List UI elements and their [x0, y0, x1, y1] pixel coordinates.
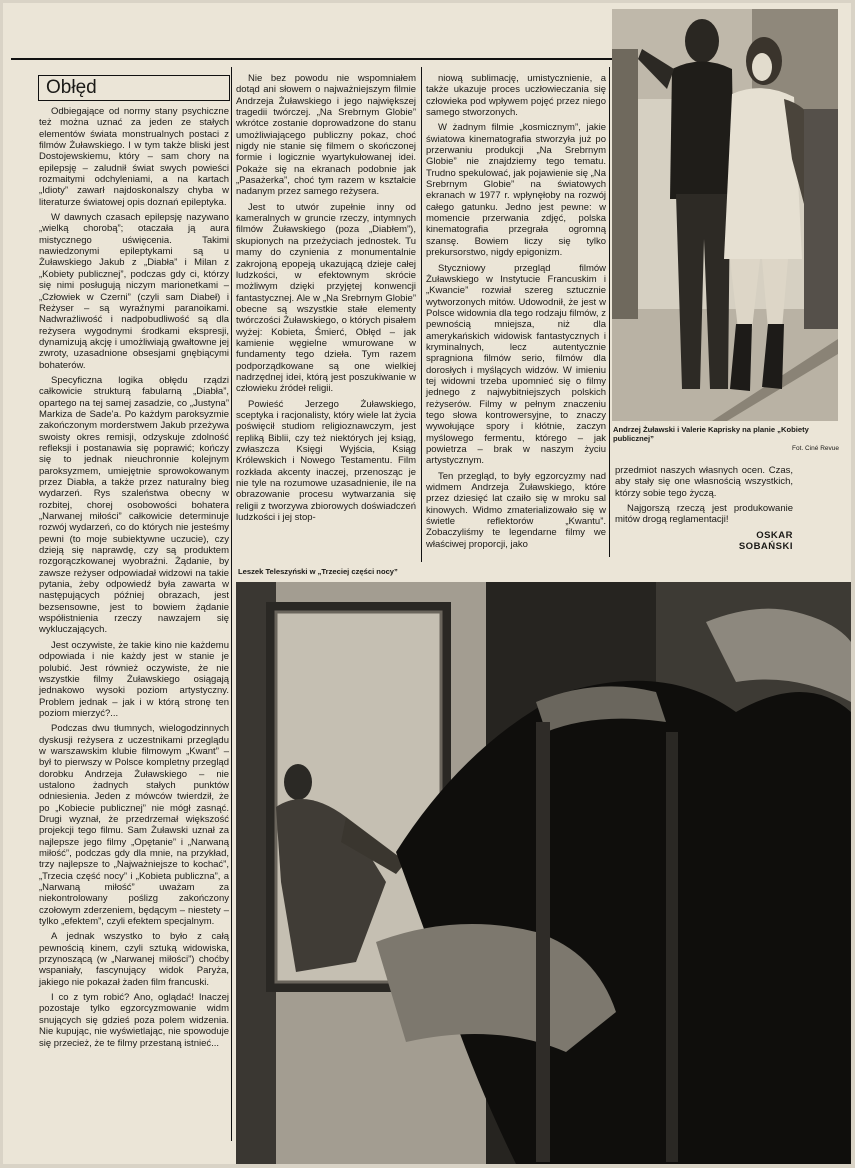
- paragraph: Specyficzna logika obłędu rządzi całkowicie strukturą fabularną „Diabła”, opartego na tej samej zasadzie, co „Justyna” Markiza de Sade'a. Po każdym paroksyzmie zakończonym morderstwem Jakub przeżywa swoisty okres remisji, odzyskuje zdolność refleksji i postanawia się poprawić; kończy się to jednak nieuchronnie kolejnym paroksyzmem, umiejętnie sprowokowanym przez Diabła, a także przez naturalny bieg wydarzeń. Rys szaleństwa obecny w rozbitej, chorej osobowości bohatera „Narwanej miłości” całkowicie determinuje rozwój wydarzeń, co do których nie jesteśmy pewni (to moje subiektywne uczucie), czy dzieją się naprawdę, czy są produktem rozgorączkowanej wyobraźni. Żądanie, by zawsze reżyser odpowiadał widzowi na takie pytania, żeby odpowiedź była zawarta w następujących później obrazach, jest bezsensowne, jest to bowiem żądanie współistnienia rzeczy nawzajem się wykluczających.: [39, 374, 229, 636]
- paragraph: Powieść Jerzego Żuławskiego, sceptyka i racjonalisty, który wiele lat życia poświęcił studiom religioznawczym, jest repliką Biblii, czy też niektórych jej ksiąg, zwłaszcza Księgi Wyjścia, Ksiąg Królewskich i Nowego Testamentu. Film rozkłada akcenty inaczej, przenosząc je nie tyle na rozumowe uzasadnienie, ile na obrazowanie procesu wytwarzania się religii z tworzywa zbiorowych doświadczeń ludzkości i jej stop-: [236, 398, 416, 524]
- paragraph: Nie bez powodu nie wspomniałem dotąd ani słowem o najważniejszym filmie Andrzeja Żuławskiego i jego największej tragedii twórczej. „Na Srebrnym Globie” wkrótce zostanie doprowadzone do stanu umożliwiającego publiczny pokaz, choć nigdy nie stanie się filmem o skończonej formie i logicznie wyartykułowanej idei. Pokaże się na ekranach podobnie jak „Pasażerka”, choć tym razem w kształcie nadanym przez samego reżysera.: [236, 73, 416, 198]
- paragraph: Odbiegające od normy stany psychiczne też można uznać za jeden ze stałych elementów świata monstrualnych postaci z filmów Żuławskiego. I w tym także bliski jest Dostojewskiemu, który – sam chory na epilepsję – zaludnił świat swych powieści rozmaitymi odchyleniami, a na kartach „Idioty” zawarł najdoskonalszy chyba w literaturze światowej opis doznań epileptyka.: [39, 106, 229, 208]
- text-column-2: [236, 73, 416, 558]
- paragraph: Jest oczywiste, że takie kino nie każdemu odpowiada i nie każdy jest w stanie je polubić. Jest również oczywiste, że nie wszystkie filmy Żuławskiego osiągają jednakowo wysoki poziom artystyczny. Problem jednak – jak i w którą stronę ten poziom mierzyć?...: [39, 639, 229, 719]
- bottom-photo-caption: Leszek Teleszyński w „Trzeciej części nocy”: [238, 567, 398, 576]
- photo-trzecia-czesc-nocy: [236, 582, 851, 1164]
- photo-image: [612, 9, 838, 421]
- caption-text: Andrzej Żuławski i Valerie Kaprisky na planie „Kobiety publicznej”: [613, 425, 809, 443]
- top-photo-caption: [613, 425, 839, 453]
- paragraph: W dawnych czasach epilepsję nazywano „wielką chorobą”; otaczała ją aura mistycznego uświęcenia. Takimi nawiedzonymi epileptykami są u Żuławskiego Jakub z „Diabła” i Milan z „Kobiety publicznej”, podczas gdy ci, którzy się nimi posługują niczym marionetkami – „Człowiek w Czerni” (czyli sam Diabeł) i Reżyser – są wyraźnymi paranoikami. Nadwrażliwość i nadpobudliwość są dla reżysera wygodnymi środkami ekspresji, dynamizują akcję i umożliwiają gwałtowne jej zwroty, uzasadnione obsesjami gnębiącymi bohaterów.: [39, 212, 229, 371]
- paragraph: Ten przegląd, to były egzorcyzmy nad widmem Andrzeja Żuławskiego, które przez dziesięć lat czaiło się w mroku sal kinowych. Widmo zmaterializowało się w świetle reflektorów „Kwantu”. Zobaczyliśmy te legendarne filmy we właściwej proporcji, jako: [426, 470, 606, 550]
- text-column-3: [426, 73, 606, 558]
- paragraph: niową sublimację, umistycznienie, a także ukazuje proces uczłowieczania się człowieka pod wpływem pojęć przez niego samego stworzonych.: [426, 73, 606, 119]
- photo-zulawski-kaprisky: [612, 9, 838, 421]
- paragraph: Podczas dwu tłumnych, wielogodzinnych dyskusji reżysera z uczestnikami przeglądu w warszawskim klubie filmowym „Kwant” – był to pierwszy w Polsce kompletny przegląd dorobku Andrzeja Żuławskiego – nie ustalono żadnych stałych punktów odniesienia. Jeden z mówców twierdził, że po „Kobiecie publicznej” nie mógł zasnąć. Drugi wyznał, że przedrzemał większość projekcji tego filmu. Sam Żuławski uznał za najlepsze jego filmy „Opętanie” i „Narwaną miłość”, podczas gdy dla mnie, na przykład, trzy najlepsze to „Najważniejsze to kochać”, „Trzecia część nocy” i „Kobieta publiczna”, a „Narwaną miłość” uważam za niekontrolowany poślizg zakończony czołowym zderzeniem, będącym – niestety – tylko „efektem”, czyli efektem specjalnym.: [39, 723, 229, 928]
- paragraph: A jednak wszystko to było z całą pewnością kinem, czyli sztuką widowiska, przynoszącą (w „Narwanej miłości”) choćby wspaniały, fascynujący widok Paryża, jakiego nie pokazał żaden film francuski.: [39, 931, 229, 988]
- author-first-name: OSKAR: [756, 529, 793, 541]
- column-divider-1: [231, 67, 232, 582]
- section-title: Obłęd: [46, 77, 97, 98]
- column-divider-3: [609, 67, 610, 557]
- photo-image: [236, 582, 851, 1164]
- magazine-page: [3, 3, 851, 1164]
- paragraph: W żadnym filmie „kosmicznym”, jakie światowa kinematografia stworzyła już po przerwaniu produkcji „Na Srebrnym Globie” nie znajdziemy tego tematu. Trudno spekulować, jak pojawienie się „Na Srebrnym Globie” na światowych ekranach w 1977 r. wpłynęłoby na rozwój całego gatunku. Jedno jest pewne: w momencie przerwania zdjęć, polska kinematografia przegrała ogromną szansę. Bowiem liczy się tylko prekursorstwo, nigdy epigonizm.: [426, 122, 606, 259]
- paragraph: przedmiot naszych własnych ocen. Czas, aby stały się one własnością wszystkich, którzy sobie tego życzą.: [615, 465, 793, 499]
- paragraph: Najgorszą rzeczą jest produkowanie mitów drogą reglamentacji!: [615, 503, 793, 526]
- column-divider-4: [231, 581, 232, 1141]
- text-column-4: [615, 465, 793, 565]
- author-last-name: SOBAŃSKI: [738, 541, 793, 553]
- top-rule: [11, 58, 613, 60]
- section-title-box: [38, 75, 230, 101]
- column-divider-2: [421, 67, 422, 562]
- text-column-1: [39, 106, 229, 1136]
- paragraph: Jest to utwór zupełnie inny od kameralnych w gruncie rzeczy, intymnych filmów Żuławskiego (poza „Diabłem”), skupionych na przeżyciach jednostek. Tu mamy do czynienia z monumentalnie zakrojoną epopeją ukazującą dzieje całej ludzkości, w efektownym skrócie możliwym dzięki przyjętej konwencji fantastycznej. Ale w „Na Srebrnym Globie” obecne są wszystkie stałe elementy twórczości Żuławskiego, o których pisałem wyżej: Kobieta, Śmierć, Obłęd – jak kamienie węgielne wmurowane w fundamenty tego dzieła. Tym razem podporządkowane są one wielkiej nadrzędnej idei, którą jest poszukiwanie w człowieku źródeł religii.: [236, 201, 416, 395]
- photo-credit: Fot. Ciné Revue: [792, 445, 839, 452]
- paragraph: I co z tym robić? Ano, oglądać! Inaczej pozostaje tylko egzorcyzmowanie widm snujących się gdzieś poza polem widzenia. Nie kupując, nie wyświetlając, nie spowoduje się przecież, że te filmy przestaną istnieć...: [39, 992, 229, 1049]
- paragraph: Styczniowy przegląd filmów Żuławskiego w Instytucie Francuskim i „Kwancie” rozwiał szereg sztucznie wytworzonych mitów. Udowodnił, że jest w Polsce widownia dla tego rodzaju filmów, z pewnością mniejsza, niż dla amerykańskich widowisk fantastycznych i kryminalnych, lecz autentycznie spragniona filmów serio, filmów dla dorosłych i myślących widzów. W imieniu tej widowni trzeba upomnieć się o filmy jednego z najwybitniejszych polskich reżyserów. Filmy w pełnym znaczeniu tego słowa kontrowersyjne, to znaczy wywołujące spory i kłótnie, zaczyn myślowego fermentu, którego – jak powietrza – brak w naszym życiu artystycznym.: [426, 262, 606, 467]
